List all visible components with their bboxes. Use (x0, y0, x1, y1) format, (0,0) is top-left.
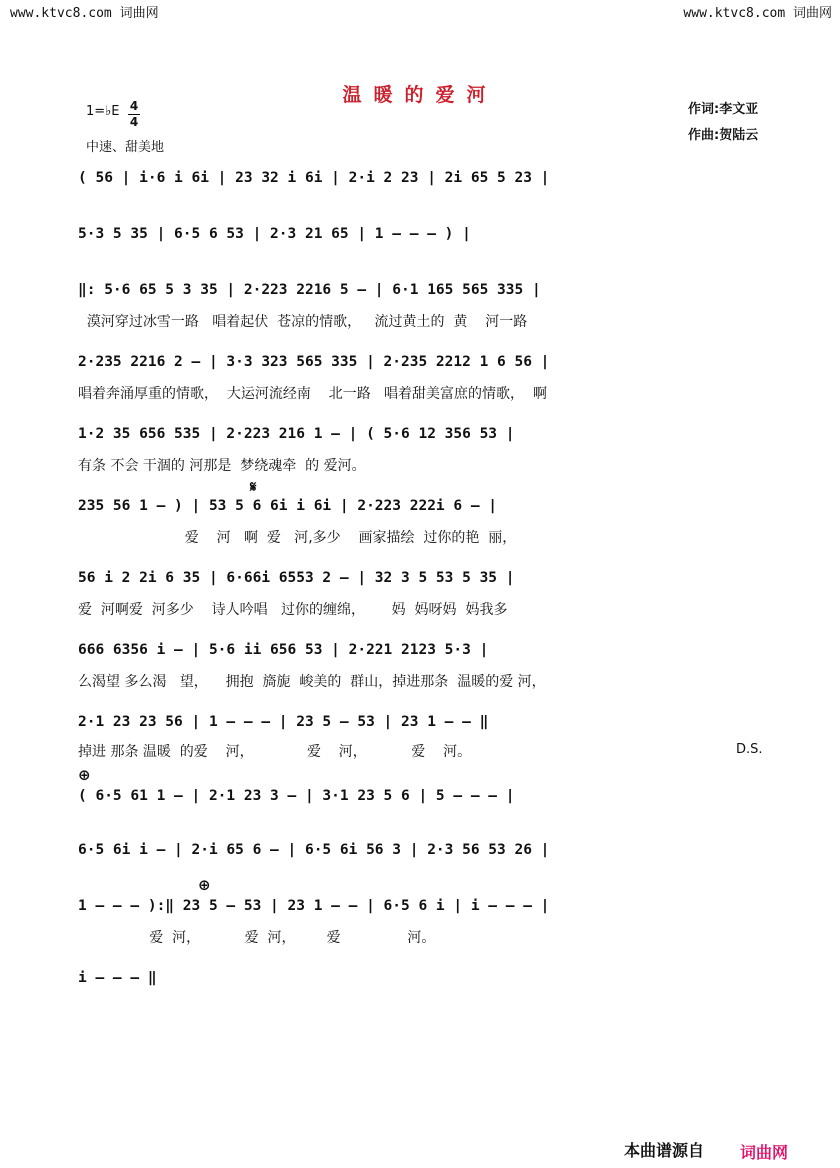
score-row-10-notes: ( 6·5 61 1 — | 2·1 23 3 — | 3·1 23 5 6 | 5 — — — | (78, 788, 515, 804)
song-title: 温暖的爱河 (342, 84, 498, 106)
ds-marking: D.S. (736, 742, 763, 757)
score-row-9-notes: 2·1 23 23 56 | 1 — — — | 23 5 — 53 | 23 1 — — ‖ (78, 714, 489, 730)
score-row-7-lyrics: 爱 河啊爱 河多少 诗人吟唱 过你的缠绵， 妈 妈呀妈 妈我多 (78, 602, 508, 618)
meter-top: 4 (129, 99, 139, 113)
segno-icon: 𝄋 (250, 478, 257, 496)
composer-credit: 作曲:贺陆云 (688, 128, 759, 143)
score-row-4-notes: 2·235 2216 2 — | 3·3 323 565 335 | 2·235 2212 1 6 56 | (78, 354, 550, 370)
footer-brand-logo: 词曲网 (740, 1143, 789, 1162)
score-row-2-notes: 5·3 5 35 | 6·5 6 53 | 2·3 21 65 | 1 — — — ) | (78, 226, 471, 242)
meter-bottom: 4 (129, 115, 139, 129)
coda-icon-2: ⊕ (198, 876, 211, 894)
score-row-6-notes: 235 56 1 — ) | 53 5 6 6i i 6i | 2·223 222i 6 — | (78, 498, 498, 514)
score-row-5-lyrics: 有条 不会 干涸的 河那是 梦绕魂牵 的 爱河。 (78, 458, 366, 474)
score-row-3-notes: ‖: 5·6 65 5 3 35 | 2·223 2216 5 — | 6·1 165 565 335 | (78, 282, 541, 298)
score-row-8-lyrics: 么渴望 多么渴 望， 拥抱 旖旎 峻美的 群山，掉进那条 温暖的爱 河， (78, 674, 546, 690)
time-signature (128, 100, 140, 129)
score-row-4-lyrics: 唱着奔涌厚重的情歌， 大运河流经南 北一路 唱着甜美富庶的情歌， 啊 (78, 386, 547, 402)
score-row-12-notes: 1 — — — ):‖ 23 5 — 53 | 23 1 — — | 6·5 6 i | i — — — | (78, 898, 550, 914)
score-row-6-lyrics: 爱 河 啊 爱 河,多少 画家描绘 过你的艳 丽， (78, 530, 517, 546)
tempo-marking: 中速、甜美地 (86, 140, 165, 155)
score-row-1-notes: ( 56 | i·6 i 6i | 23 32 i 6i | 2·i 2 23 | 2i 65 5 23 | (78, 170, 550, 186)
lyricist-credit: 作词:李文亚 (688, 102, 759, 117)
score-row-3-lyrics: 漠河穿过冰雪一路 唱着起伏 苍凉的情歌， 流过黄土的 黄 河一路 (78, 314, 528, 330)
score-row-12-lyrics: 爱 河， 爱 河， 爱 河。 (78, 930, 436, 946)
key-signature: 1=♭E (86, 104, 120, 119)
score-row-7-notes: 56 i 2 2i 6 35 | 6·66i 6553 2 — | 32 3 5 53 5 35 | (78, 570, 515, 586)
score-row-13-notes: i — — — ‖ (78, 970, 157, 986)
watermark-right: www.ktvc8.com 词曲网 (683, 6, 832, 21)
footer-source-text: 本曲谱源自 (624, 1141, 705, 1160)
score-row-11-notes: 6·5 6i i — | 2·i 65 6 — | 6·5 6i 56 3 | 2·3 56 53 26 | (78, 842, 550, 858)
score-row-8-notes: 666 6356 i — | 5·6 ii 656 53 | 2·221 2123 5·3 | (78, 642, 489, 658)
coda-icon: ⊕ (78, 766, 91, 784)
score-row-9-lyrics: 掉进 那条 温暖 的爱 河， 爱 河， 爱 河。 (78, 744, 472, 760)
watermark-left: www.ktvc8.com 词曲网 (10, 6, 159, 21)
score-row-5-notes: 1·2 35 656 535 | 2·223 216 1 — | ( 5·6 12 356 53 | (78, 426, 515, 442)
